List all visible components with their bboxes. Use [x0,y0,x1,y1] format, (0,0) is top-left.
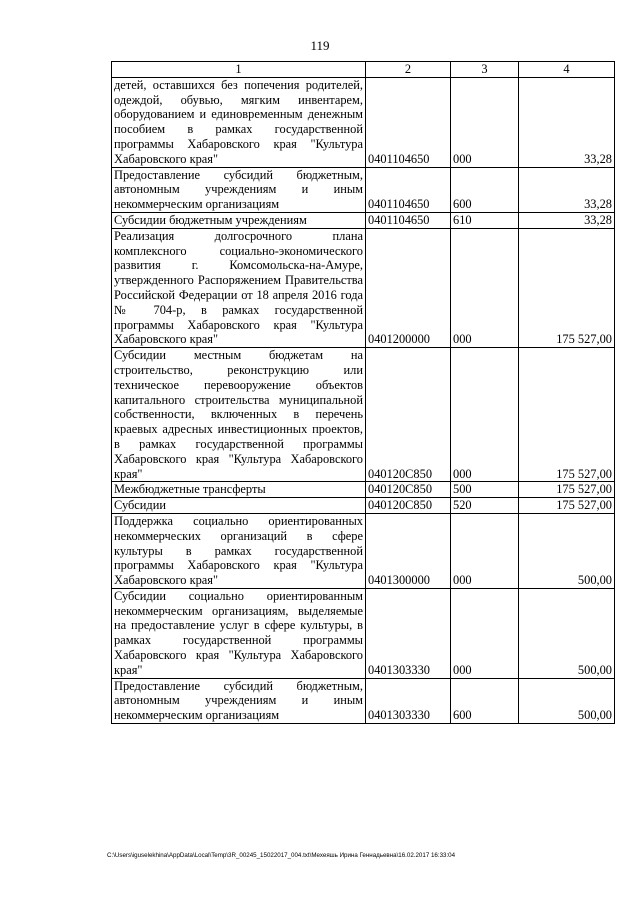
row-type-cell: 000 [451,348,519,482]
row-amount-cell: 500,00 [519,678,615,723]
row-type-cell: 000 [451,513,519,588]
row-amount-cell: 175 527,00 [519,498,615,514]
row-type-cell: 000 [451,588,519,678]
table-row [112,482,615,498]
row-type-cell: 600 [451,167,519,212]
row-name-cell: Субсидии социально ориентированным некоммерческим организациям, выделяемые на предоставление услуг в сфере культуры, в рамках государственной программы Хабаровского края "Культура Хабаровского края" [112,588,366,678]
row-name-cell: Реализация долгосрочного плана комплексного социально-экономического развития г. Комсомольска-на-Амуре, утвержденного Распоряжением Правительства Российской Федерации от 18 апреля 2016 года № 704-р, в рамках государственной программы Хабаровского края "Культура Хабаровского края" [112,228,366,347]
header-col-2: 2 [366,62,451,78]
row-amount-cell: 33,28 [519,167,615,212]
table-row [112,678,615,723]
row-code-cell: 0401303330 [366,678,451,723]
row-code-cell: 0401300000 [366,513,451,588]
row-code-cell: 040120С850 [366,348,451,482]
file-path-footer: C:\Users\iguselekhina\AppData\Local\Temp\3R_00245_15022017_004.txt\Мехеяшь Ирина Геннадьевна\16.02.2017 16:33:04 [107,852,456,859]
header-col-1: 1 [112,62,366,78]
row-code-cell: 0401104650 [366,167,451,212]
table-row [112,348,615,482]
row-amount-cell: 175 527,00 [519,482,615,498]
table-row [112,77,615,167]
row-code-cell: 0401303330 [366,588,451,678]
page-number: 119 [310,38,330,53]
row-name-cell: Предоставление субсидий бюджетным, автономным учреждениям и иным некоммерческим организациям [112,167,366,212]
row-name-cell: Межбюджетные трансферты [112,482,366,498]
header-col-3: 3 [451,62,519,78]
row-name-cell: детей, оставшихся без попечения родителей, одеждой, обувью, мягким инвентарем, оборудованием и единовременным денежным пособием в рамках государственной программы Хабаровского края "Культура Хабаровского края" [112,77,366,167]
header-col-4: 4 [519,62,615,78]
row-type-cell: 610 [451,212,519,228]
row-amount-cell: 500,00 [519,588,615,678]
row-code-cell: 040120С850 [366,482,451,498]
row-code-cell: 040120С850 [366,498,451,514]
table-row [112,167,615,212]
row-name-cell: Субсидии местным бюджетам на строительство, реконструкцию или техническое перевооружение объектов капитального строительства муниципальной собственности, включенных в перечень краевых адресных инвестиционных проектов, в рамках государственной программы Хабаровского края "Культура Хабаровского края" [112,348,366,482]
row-amount-cell: 500,00 [519,513,615,588]
row-code-cell: 0401104650 [366,212,451,228]
row-type-cell: 500 [451,482,519,498]
table-row [112,228,615,347]
row-name-cell: Поддержка социально ориентированных некоммерческих организаций в сфере культуры в рамках государственной программы Хабаровского края "Культура Хабаровского края" [112,513,366,588]
row-type-cell: 600 [451,678,519,723]
table-row [112,212,615,228]
row-amount-cell: 175 527,00 [519,348,615,482]
row-amount-cell: 175 527,00 [519,228,615,347]
row-amount-cell: 33,28 [519,77,615,167]
table-row [112,513,615,588]
table-row [112,588,615,678]
row-type-cell: 000 [451,228,519,347]
table-header-row [112,62,615,78]
row-name-cell: Субсидии бюджетным учреждениям [112,212,366,228]
row-name-cell: Субсидии [112,498,366,514]
row-code-cell: 0401104650 [366,77,451,167]
table-row [112,498,615,514]
row-code-cell: 0401200000 [366,228,451,347]
row-amount-cell: 33,28 [519,212,615,228]
budget-table [111,61,615,724]
row-type-cell: 000 [451,77,519,167]
row-name-cell: Предоставление субсидий бюджетным, автономным учреждениям и иным некоммерческим организациям [112,678,366,723]
row-type-cell: 520 [451,498,519,514]
